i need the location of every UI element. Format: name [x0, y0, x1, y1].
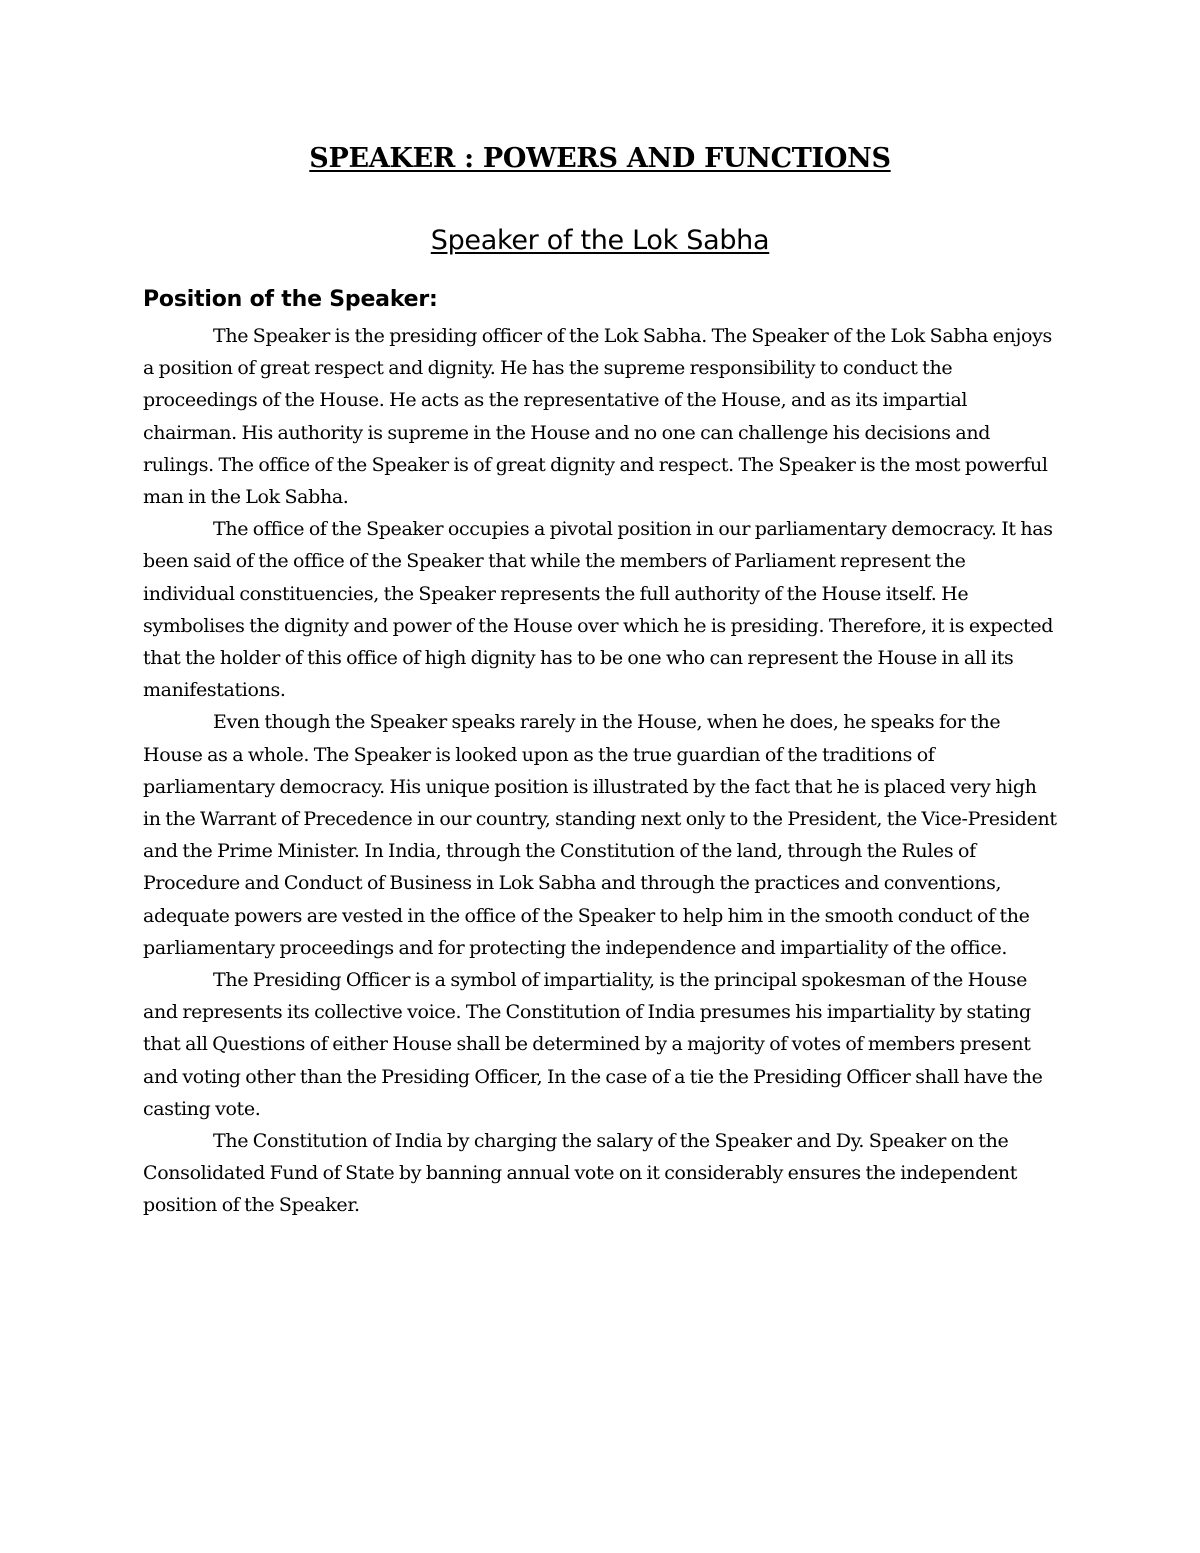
paragraph-3: Even though the Speaker speaks rarely in the House, when he does, he speaks for the House as a whole. The Speaker is looked upon as the true guardian of the traditions of parliamentary democracy. His unique position is illustrated by the fact that he is placed very high in the Warrant of Precedence in our country, standing next only to the President, the Vice-President and the Prime Minister. In India, through the Constitution of the land, through the Rules of Procedure and Conduct of Business in Lok Sabha and through the practices and conventions, adequate powers are vested in the office of the Speaker to help him in the smooth conduct of the parliamentary proceedings and for protecting the independence and impartiality of the office.: [143, 711, 1057, 959]
paragraph-4: The Presiding Officer is a symbol of impartiality, is the principal spokesman of the House and represents its collective voice. The Constitution of India presumes his impartiality by stating that all Questions of either House shall be determined by a majority of votes of members present and voting other than the Presiding Officer, In the case of a tie the Presiding Officer shall have the casting vote.: [143, 969, 1043, 1120]
body-text: [143, 320, 1057, 1222]
document-title: SPEAKER : POWERS AND FUNCTIONS: [309, 143, 891, 174]
section-heading: Position of the Speaker:: [143, 287, 438, 312]
paragraph-2: The office of the Speaker occupies a pivotal position in our parliamentary democracy. It has been said of the office of the Speaker that while the members of Parliament represent the individual constituencies, the Speaker represents the full authority of the House itself. He symbolises the dignity and power of the House over which he is presiding. Therefore, it is expected that the holder of this office of high dignity has to be one who can represent the House in all its manifestations.: [143, 518, 1054, 702]
paragraph-5: The Constitution of India by charging the salary of the Speaker and Dy. Speaker on the Consolidated Fund of State by banning annual vote on it considerably ensures the independent position of the Speaker.: [143, 1130, 1018, 1217]
document-subtitle: Speaker of the Lok Sabha: [430, 225, 770, 256]
paragraph-1: The Speaker is the presiding officer of the Lok Sabha. The Speaker of the Lok Sabha enjoys a position of great respect and dignity. He has the supreme responsibility to conduct the proceedings of the House. He acts as the representative of the House, and as its impartial chairman. His authority is supreme in the House and no one can challenge his decisions and rulings. The office of the Speaker is of great dignity and respect. The Speaker is the most powerful man in the Lok Sabha.: [143, 325, 1052, 509]
